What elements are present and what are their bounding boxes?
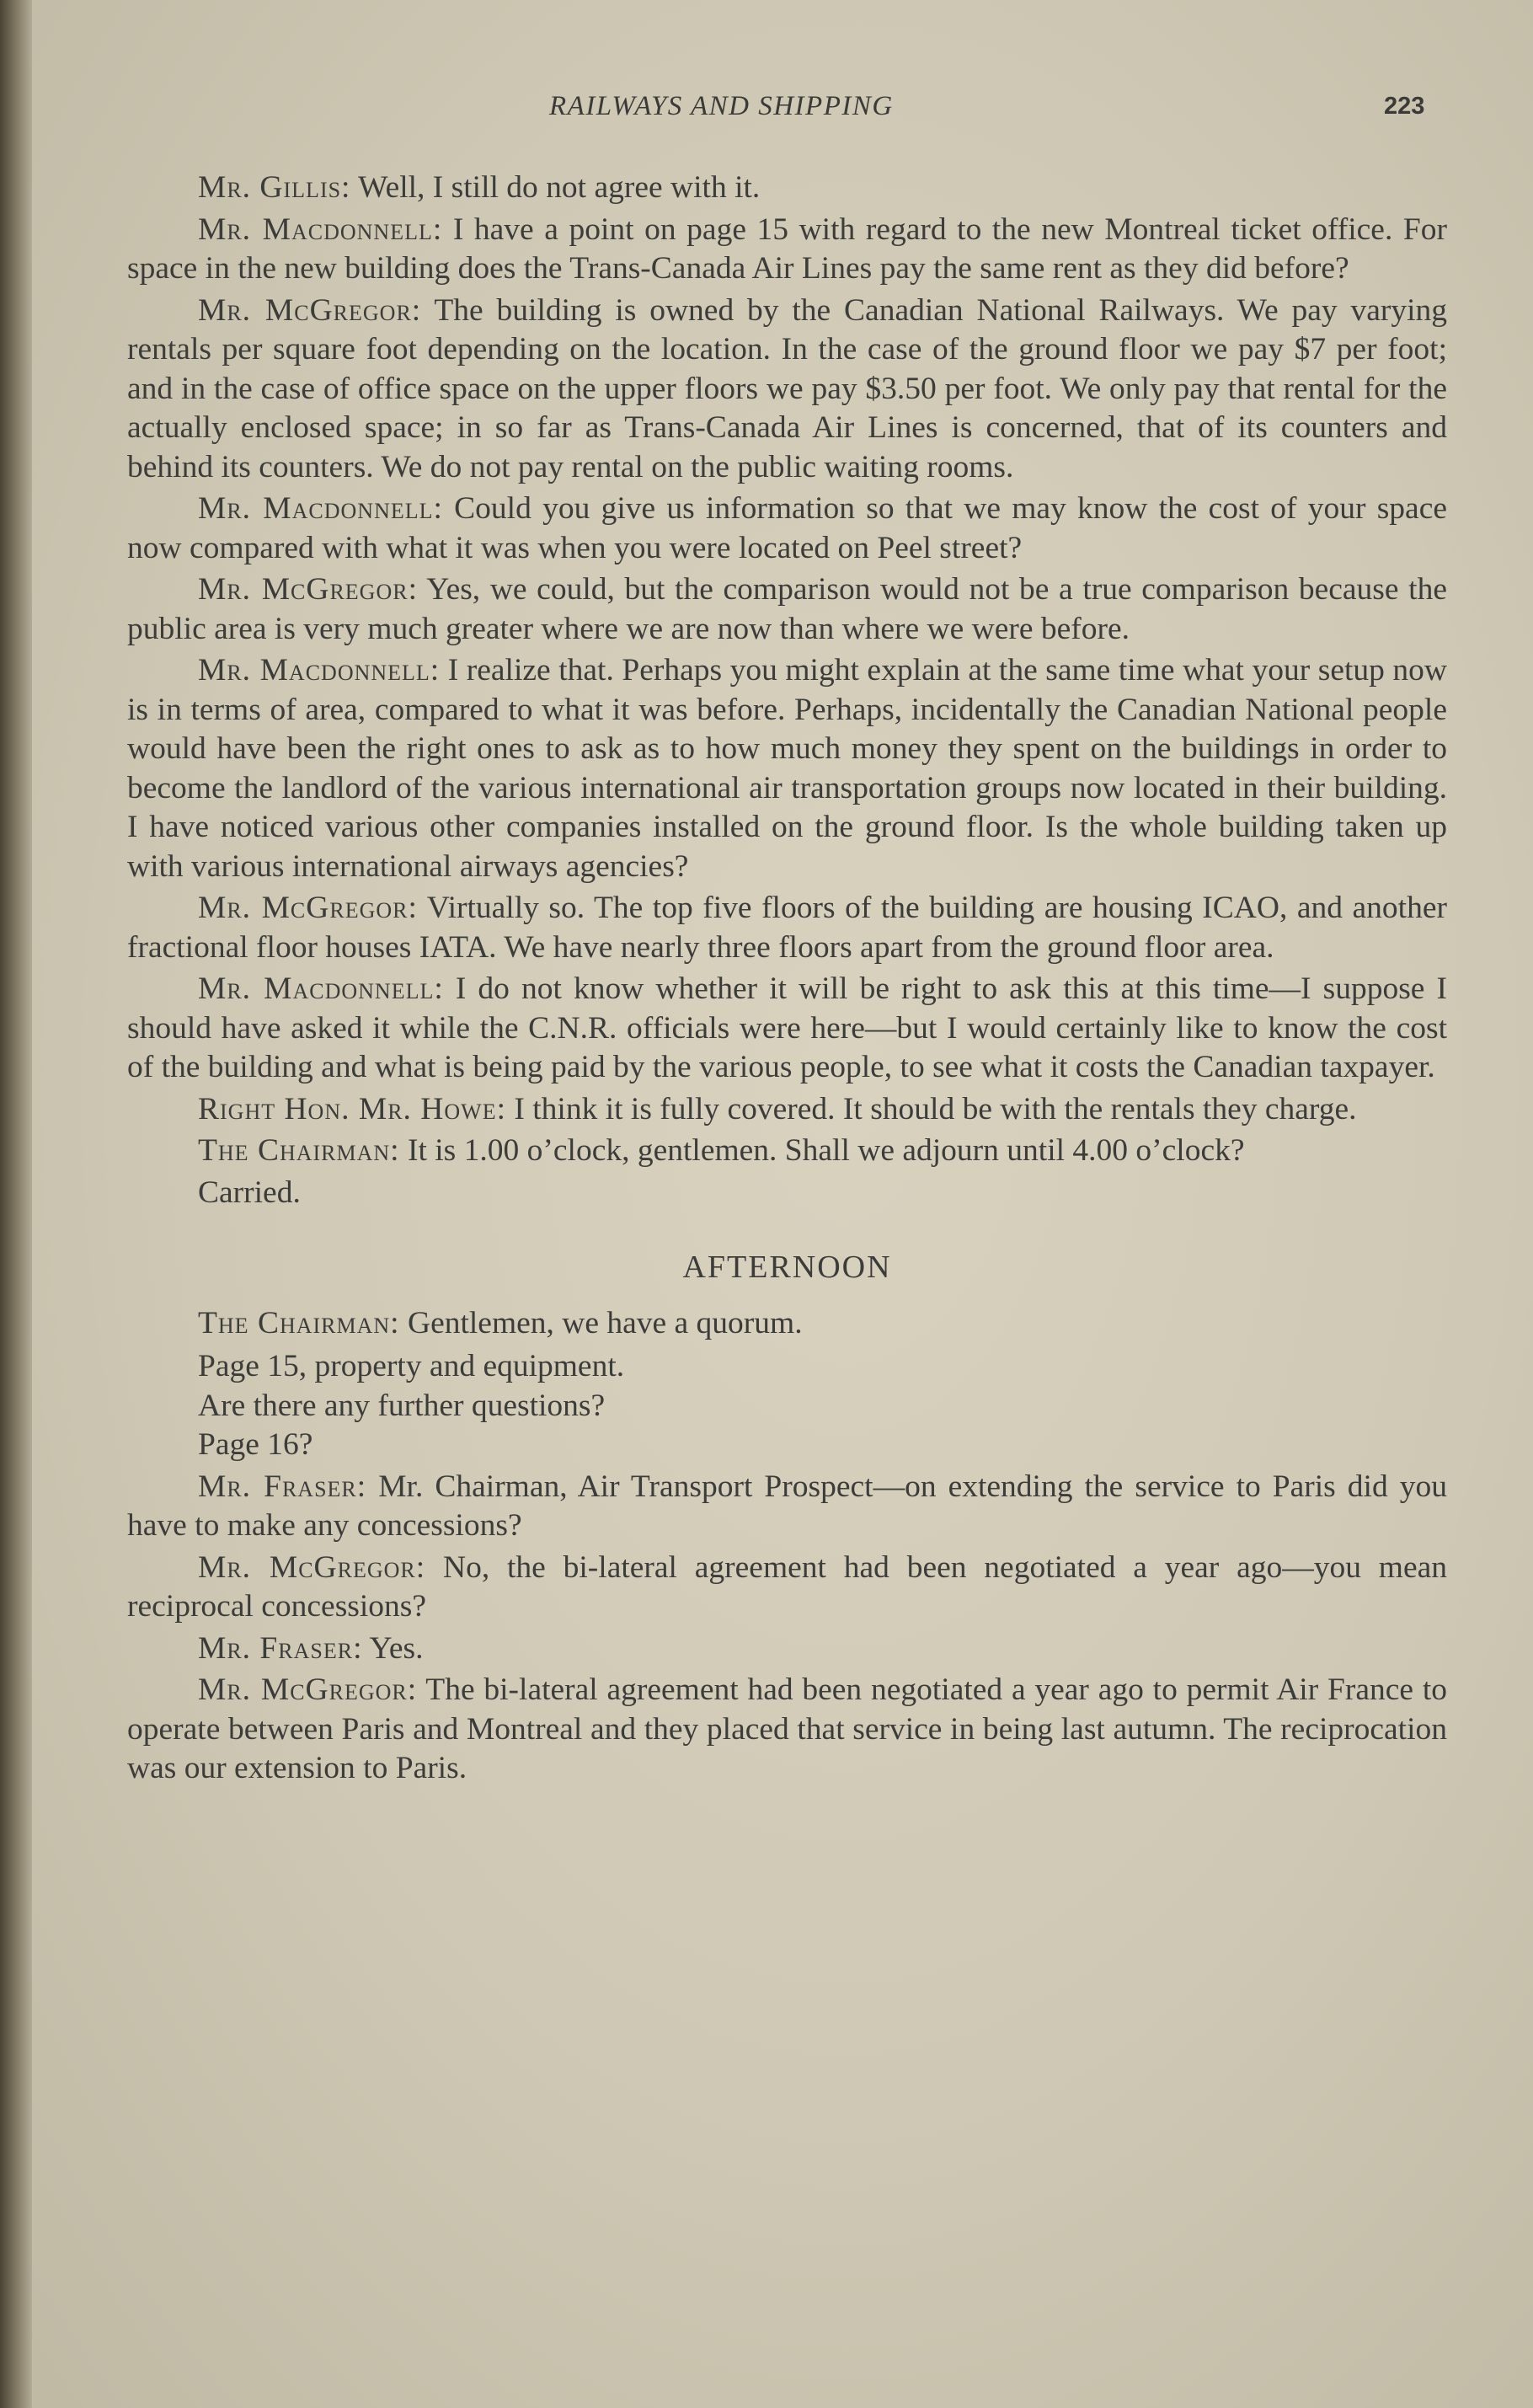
- speaker-name: Mr. McGregor:: [198, 572, 418, 607]
- speaker-name: Mr. McGregor:: [198, 1549, 426, 1585]
- speaker-name: The Chairman:: [198, 1305, 400, 1340]
- paragraph-text: Yes.: [362, 1630, 424, 1666]
- paragraph: [127, 1468, 1447, 1546]
- paragraph: [127, 490, 1447, 568]
- paragraph-carried: [127, 1174, 1447, 1213]
- speaker-name: Mr. Macdonnell:: [198, 211, 443, 247]
- paragraph: [127, 1671, 1447, 1789]
- section-heading: AFTERNOON: [682, 1249, 892, 1285]
- paragraph: [127, 570, 1447, 649]
- paragraph: [127, 1132, 1447, 1171]
- running-title: RAILWAYS AND SHIPPING: [549, 91, 894, 121]
- speaker-name: Mr. Fraser:: [198, 1469, 367, 1504]
- paragraph-text: Carried.: [198, 1175, 301, 1210]
- paragraph: [127, 970, 1447, 1088]
- paragraph-text: Virtually so. The top five floors of the building are housing ICAO, and another fractional floor houses IATA. We have nearly three floors apart from the ground floor area.: [127, 891, 1447, 965]
- paragraph-text: I think it is fully covered. It should be with the rentals they charge.: [506, 1091, 1357, 1126]
- speaker-name: Mr. Macdonnell:: [198, 971, 444, 1006]
- paragraph-text: I have a point on page 15 with regard to the new Montreal ticket office. For space in the new building does the Trans-Canada Air Lines pay the same rent as they did before?: [127, 211, 1447, 286]
- paragraph: [127, 1629, 1447, 1669]
- text-line: Are there any further questions?: [198, 1388, 606, 1423]
- speaker-name: Mr. Macdonnell:: [198, 491, 443, 526]
- paragraph: [127, 211, 1447, 289]
- paragraph-text: The bi-lateral agreement had been negotiated a year ago to permit Air France to operate between Paris and Montreal and they placed that service in being last autumn. The reciprocation was our extension to Paris.: [127, 1672, 1448, 1785]
- paragraph: [127, 169, 1447, 208]
- body-text: [127, 169, 1447, 1791]
- running-header: [0, 91, 1533, 133]
- paragraph-text: It is 1.00 o’clock, gentlemen. Shall we adjourn until 4.00 o’clock?: [399, 1133, 1245, 1168]
- paragraph-text: The building is owned by the Canadian National Railways. We pay varying rentals per square foot depending on the location. In the case of the ground floor we pay $7 per foot; and in the case of office space on the upper floors we pay $3.50 per foot. We only pay that rental for the actually enclosed space; in so far as Trans-Canada Air Lines is concerned, that of its counters and behind its counters. We do not pay rental on the public waiting rooms.: [127, 292, 1447, 484]
- paragraph: [127, 1549, 1447, 1627]
- paragraph-text: Mr. Chairman, Air Transport Prospect—on extending the service to Paris did you have to make any concessions?: [127, 1469, 1447, 1543]
- speaker-name: The Chairman:: [198, 1133, 400, 1168]
- speaker-name: Mr. Fraser:: [198, 1630, 363, 1666]
- speaker-name: Mr. McGregor:: [198, 1672, 418, 1707]
- speaker-name: Right Hon. Mr. Howe:: [198, 1091, 506, 1126]
- paragraph: [127, 1090, 1447, 1130]
- book-binding-edge: [0, 0, 32, 2408]
- paragraph-text: I realize that. Perhaps you might explain at the same time what your setup now is in terms of area, compared to what it was before. Perhaps, incidentally the Canadian National people would have been the right ones to ask as to how much money they spent on the buildings in order to become the landlord of the various international air transportation groups now located in their building. I have noticed various other companies installed on the ground floor. Is the whole building taken up with various international airways agencies?: [127, 653, 1447, 884]
- paragraph-text: Could you give us information so that we may know the cost of your space now compared with what it was when you were located on Peel street?: [127, 491, 1447, 565]
- paragraph-text: Well, I still do not agree with it.: [350, 170, 761, 205]
- paragraph-text: I do not know whether it will be right to ask this at this time—I suppose I should have asked it while the C.N.R. officials were here—but I would certainly like to know the cost of the building and what is being paid by the various people, to see what it costs the Canadian taxpayer.: [127, 971, 1447, 1084]
- paragraph: [127, 1304, 1447, 1344]
- speaker-name: Mr. Macdonnell:: [198, 653, 441, 688]
- paragraph-text: Gentlemen, we have a quorum.: [399, 1305, 803, 1340]
- paragraph: [127, 292, 1447, 488]
- speaker-name: Mr. McGregor:: [198, 292, 422, 328]
- speaker-name: Mr. Gillis:: [198, 170, 351, 205]
- text-line: Page 15, property and equipment.: [198, 1349, 625, 1383]
- speaker-name: Mr. McGregor:: [198, 891, 418, 925]
- paragraph-text: Yes, we could, but the comparison would not be a true comparison because the public area is very much greater where we are now than where we were before.: [127, 572, 1447, 646]
- page-number: 223: [1384, 93, 1425, 120]
- paragraph: [127, 889, 1447, 967]
- text-line: Page 16?: [198, 1427, 313, 1462]
- paragraph-text: No, the bi-lateral agreement had been negotiated a year ago—you mean reciprocal concessions?: [127, 1549, 1447, 1624]
- paragraph: [127, 651, 1447, 886]
